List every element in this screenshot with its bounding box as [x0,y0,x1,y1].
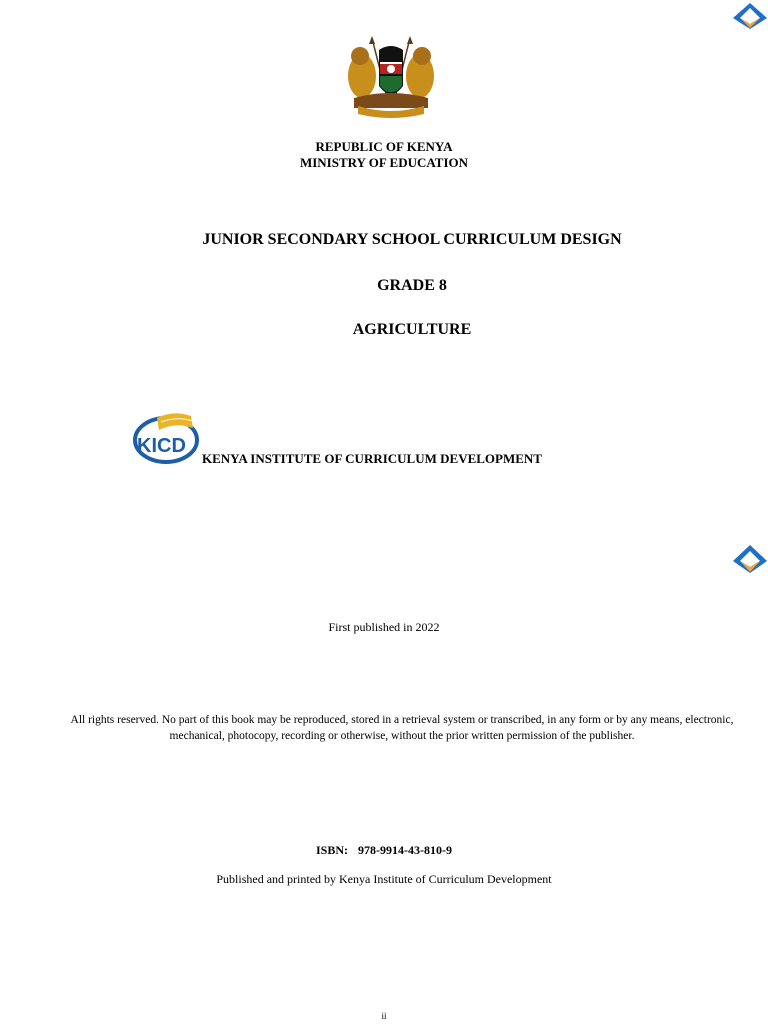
subject-title: AGRICULTURE [352,321,472,338]
curriculum-title: JUNIOR SECONDARY SCHOOL CURRICULUM DESIGN [202,231,622,248]
isbn-value: 978-9914-43-810-9 [358,843,452,857]
kicd-logo-text: KICD [137,435,186,457]
isbn-label: ISBN: [316,843,349,857]
kicd-logo [133,408,203,464]
coat-of-arms-emblem [344,36,438,120]
institute-name: KENYA INSTITUTE OF CURRICULUM DEVELOPMENT [202,451,542,466]
isbn-line [0,843,768,858]
grade-title: GRADE 8 [377,277,447,294]
rights-statement: All rights reserved. No part of this book may be reproduced, stored in a retrieval system or transcribed, in any form or by any means, electronic, mechanical, photocopy, recording or otherwise, without the prior written permission of the publisher. [70,714,734,742]
first-published-note: First published in 2022 [328,620,440,634]
diamond-logo-icon [732,544,768,574]
diamond-logo-icon [732,2,768,30]
ministry-heading: MINISTRY OF EDUCATION [299,155,469,170]
page-number: ii [381,1011,387,1021]
publisher-note: Published and printed by Kenya Institute of Curriculum Development [216,872,552,886]
republic-heading: REPUBLIC OF KENYA [315,139,453,154]
